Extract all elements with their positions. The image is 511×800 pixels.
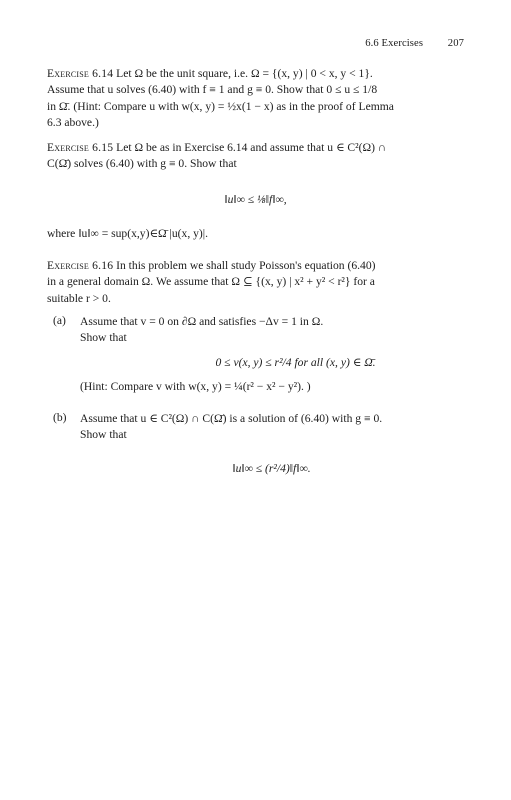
exercise-6-14-line-3: in Ω̄. (Hint: Compare u with w(x, y) = ½x(1 − x) as in the proof of Lemma [47, 99, 394, 113]
exercise-6-16-line-1: Exercise 6.16 In this problem we shall study Poisson's equation (6.40) [47, 259, 376, 272]
item-b-label: (b) [53, 411, 67, 424]
exercise-label: Exercise 6.15 [47, 141, 114, 154]
item-a-label: (a) [53, 314, 66, 327]
exercise-6-15-line-1: Exercise 6.15 Let Ω be as in Exercise 6.14 and assume that u ∈ C²(Ω) ∩ [47, 141, 387, 154]
page-number: 207 [447, 38, 464, 49]
item-a-hint: (Hint: Compare v with w(x, y) = ¼(r² − x² − y²). ) [80, 380, 311, 393]
section-title: 6.6 Exercises [365, 38, 424, 49]
item-a-text: Assume that v = 0 on ∂Ω and satisfies −Δv = 1 in Ω. Show that [80, 315, 324, 345]
exercise-6-16 [47, 258, 463, 307]
exercise-6-15 [47, 140, 463, 173]
exercise-6-14 [47, 66, 463, 132]
display-equation-a: 0 ≤ v(x, y) ≤ r²/4 for all (x, y) ∈ Ω̄. [215, 356, 376, 369]
exercise-label: Exercise 6.16 [47, 259, 114, 272]
exercise-6-16-line-2: in a general domain Ω. We assume that Ω ⊆ {(x, y) | x² + y² < r²} for a [47, 275, 375, 289]
exercise-6-15-line-2: C(Ω̄) solves (6.40) with g ≡ 0. Show that [47, 157, 237, 171]
exercise-label: Exercise 6.14 [47, 67, 114, 80]
exercise-6-14-line-4: 6.3 above.) [47, 116, 99, 130]
exercise-6-16-line-3: suitable r > 0. [47, 291, 111, 305]
exercise-6-15-where: where ‖u‖∞ = sup(x,y)∈Ω̄ |u(x, y)|. [47, 227, 208, 240]
exercise-6-14-line-1: Exercise 6.14 Let Ω be the unit square, i.e. Ω = {(x, y) | 0 < x, y < 1}. [47, 67, 373, 80]
exercise-6-14-line-2: Assume that u solves (6.40) with f ≡ 1 and g ≡ 0. Show that 0 ≤ u ≤ 1/8 [47, 83, 378, 97]
running-head [365, 38, 464, 49]
display-equation-b: ‖u‖∞ ≤ (r²/4)‖f‖∞. [232, 462, 311, 475]
display-equation-6-15: ‖u‖∞ ≤ ⅛‖f‖∞, [224, 193, 287, 206]
item-b-text: Assume that u ∈ C²(Ω) ∩ C(Ω̄) is a solution of (6.40) with g ≡ 0. Show that [80, 412, 383, 442]
